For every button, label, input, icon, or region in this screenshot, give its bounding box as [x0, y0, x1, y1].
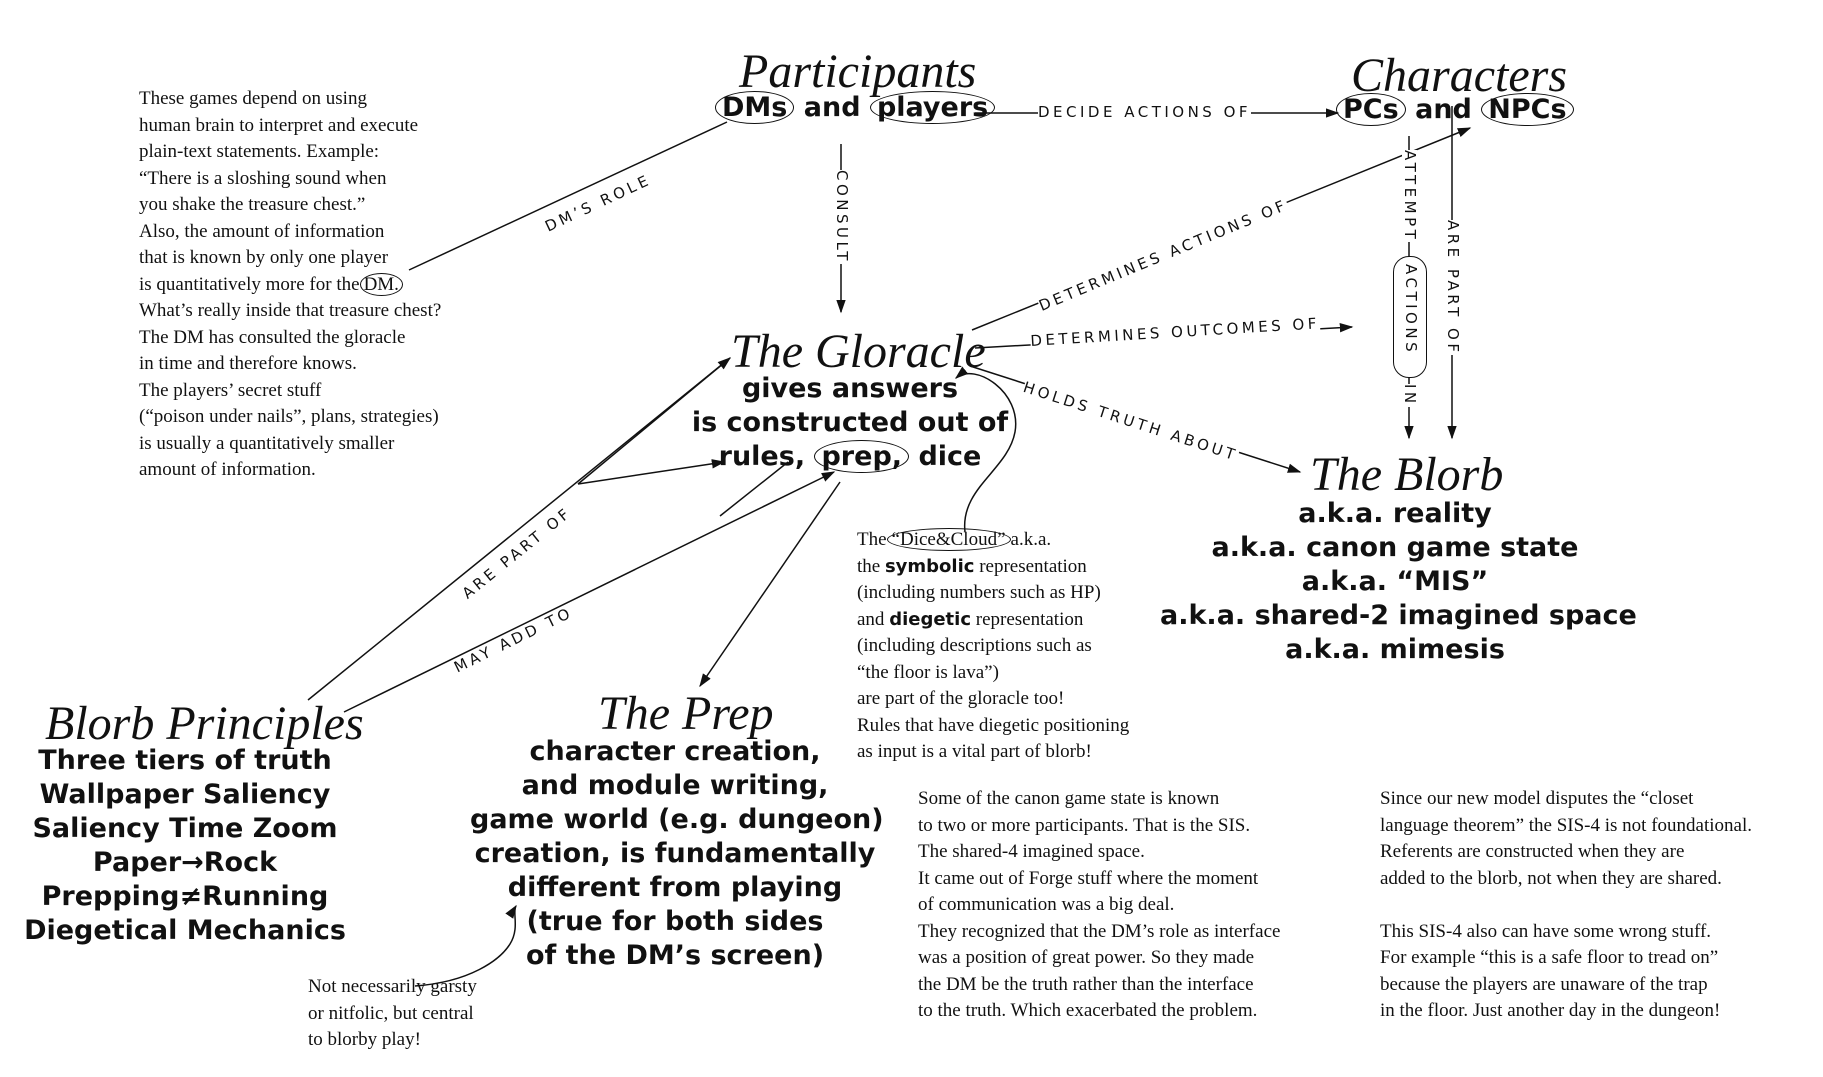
edge-label-are-part-of-right: ARE PART OF [1444, 220, 1462, 356]
edge-dms-role-line [409, 122, 727, 270]
dice-cloud-oval: “Dice&Cloud” [887, 528, 1011, 551]
edge-label-are-part-of-left: ARE PART OF [458, 503, 576, 603]
dm-oval: DM. [360, 273, 403, 296]
edge-label-dms-role: DM’S ROLE [542, 170, 655, 236]
edge-label-determines-actions: DETERMINES ACTIONS OF [1036, 195, 1291, 315]
edge-label-in: IN [1401, 384, 1419, 407]
edge-label-consult: CONSULT [833, 170, 851, 264]
prep-oval: prep, [814, 440, 909, 473]
note-left: These games depend on using human brain to interpret and execute plain-text statements. Example: “There is a sloshing sound when you shake the treasure chest.” Also, the amount of information that is known by only one player is quantitatively more for the DM. What’s really inside that treasure chest? The DM has consulted the gloracle in time and therefore knows. The players’ secret stuff (“poison under nails”, plans, strategies) is usually a quantitatively smaller amount of information. [139, 88, 442, 480]
participants-title: Participants [739, 45, 977, 98]
pcs-oval: PCs [1336, 93, 1406, 126]
principles-body: Three tiers of truth Wallpaper Saliency Saliency Time Zoom Paper→Rock Prepping≠Running Diegetical Mechanics [24, 745, 346, 946]
edge-prep-line [700, 482, 840, 686]
participants-items: DMs and players [715, 92, 995, 123]
principles-title: Blorb Principles [45, 697, 364, 750]
note-closet: Since our new model disputes the “closet language theorem” the SIS-4 is not foundational. Referents are constructed when they are added to the blorb, not when they are shared. This SIS-4 also can have some wrong stuff. For example “this is a safe floor to tread on” because the players are unaware of the trap in the floor. Just another day in the dungeon! [1380, 788, 1752, 1021]
edge-label-holds-truth: HOLDS TRUTH ABOUT [1021, 378, 1241, 465]
edge-label-actions: ACTIONS [1402, 264, 1420, 356]
edge-may-add-to-line [344, 472, 834, 712]
dms-oval: DMs [715, 91, 794, 124]
prep-title: The Prep [598, 687, 774, 740]
npcs-oval: NPCs [1481, 93, 1573, 126]
edge-label-may-add-to: MAY ADD TO [451, 603, 576, 677]
edge-label-attempt: ATTEMPT [1401, 150, 1419, 243]
players-oval: players [870, 91, 995, 124]
gloracle-title: The Gloracle [731, 325, 986, 378]
blorb-title: The Blorb [1310, 448, 1504, 501]
gloracle-body: gives answers is constructed out of rules, prep, dice [691, 373, 1009, 472]
edge-label-decide: DECIDE ACTIONS OF [1038, 103, 1252, 121]
note-dice: The “Dice&Cloud” a.k.a. the symbolic representation (including numbers such as HP) and diegetic representation (including descriptions such as “the floor is lava”) are part of the gloracle too! Rules that have diegetic positioning as input is a vital part of blorb! [857, 529, 1130, 762]
characters-items: PCs and NPCs [1336, 94, 1574, 125]
edge-label-determines-outcomes: DETERMINES OUTCOMES OF [1029, 314, 1321, 350]
blorb-body: a.k.a. reality a.k.a. canon game state a.k.a. “MIS” a.k.a. shared-2 imagined space a.k.a. mimesis [1160, 498, 1637, 665]
prep-body: character creation, and module writing, game world (e.g. dungeon) creation, is fundamentally different from playing (true for both sides of the DM’s screen) [470, 736, 884, 971]
characters-title: Characters [1351, 49, 1567, 102]
note-garsty: Not necessarily garsty or nitfolic, but central to blorby play! [308, 976, 477, 1050]
note-sis: Some of the canon game state is known to two or more participants. That is the SIS. The shared-4 imagined space. It came out of Forge stuff where the moment of communication was a big deal. They recognized that the DM’s role as interface was a position of great power. So they made the DM be the truth rather than the interface to the truth. Which exacerbated the problem. [918, 788, 1281, 1021]
